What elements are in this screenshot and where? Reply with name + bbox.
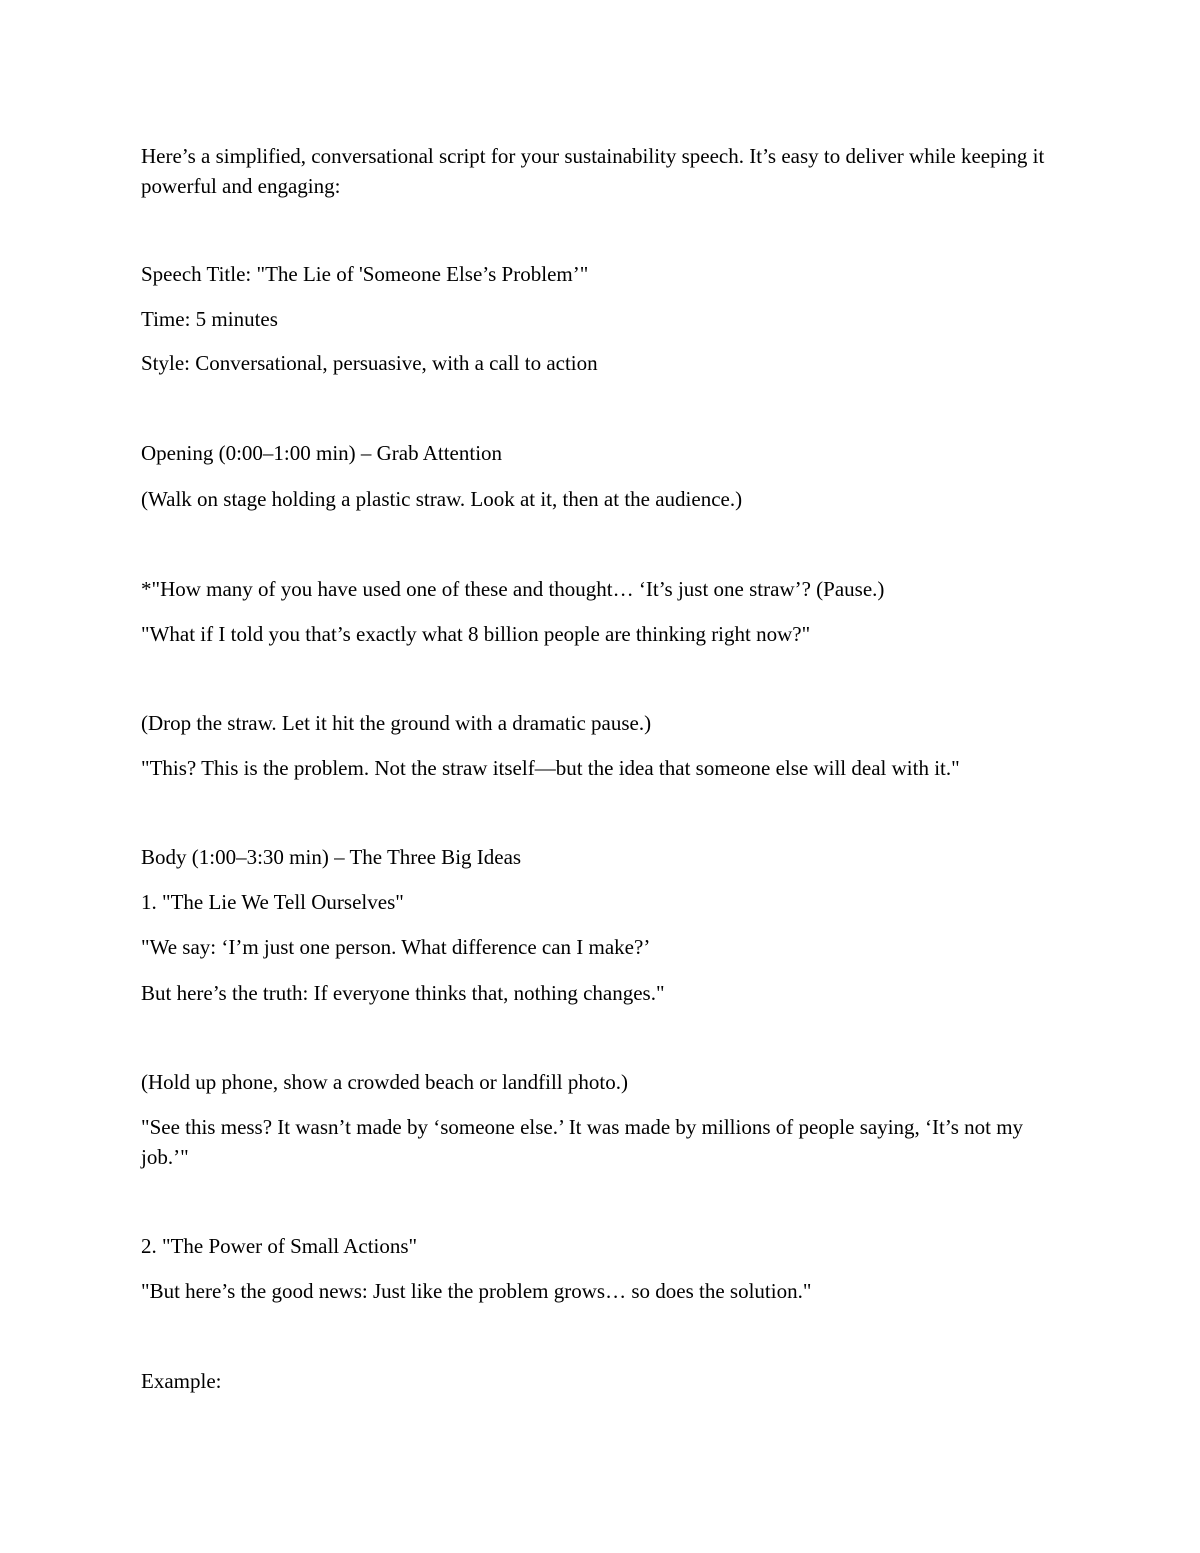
speech-title: Speech Title: "The Lie of 'Someone Else’s Problem’"	[141, 262, 589, 286]
speech-time: Time: 5 minutes	[141, 307, 278, 331]
example-label: Example:	[141, 1369, 222, 1393]
opening-heading: Opening (0:00–1:00 min) – Grab Attention	[141, 441, 503, 465]
opening-stage-direction: (Walk on stage holding a plastic straw. Look at it, then at the audience.)	[141, 487, 743, 511]
idea-1-title: 1. "The Lie We Tell Ourselves"	[141, 890, 404, 914]
phone-quote: "See this mess? It wasn’t made by ‘someone else.’ It was made by millions of people saying, ‘It’s not my job.’"	[141, 1115, 1024, 1169]
phone-stage-direction: (Hold up phone, show a crowded beach or landfill photo.)	[141, 1070, 628, 1094]
opening-quote-2: "What if I told you that’s exactly what 8 billion people are thinking right now?"	[141, 622, 811, 646]
idea-1-quote-2: But here’s the truth: If everyone thinks that, nothing changes."	[141, 981, 665, 1005]
drop-quote: "This? This is the problem. Not the straw itself—but the idea that someone else will deal with it."	[141, 756, 960, 780]
opening-quote-1: *"How many of you have used one of these and thought… ‘It’s just one straw’? (Pause.)	[141, 577, 885, 601]
intro-paragraph: Here’s a simplified, conversational script for your sustainability speech. It’s easy to deliver while keeping it powerful and engaging:	[141, 144, 1045, 198]
drop-stage-direction: (Drop the straw. Let it hit the ground with a dramatic pause.)	[141, 711, 652, 735]
speech-style: Style: Conversational, persuasive, with a call to action	[141, 351, 598, 375]
idea-2-quote: "But here’s the good news: Just like the problem grows… so does the solution."	[141, 1279, 812, 1303]
idea-2-title: 2. "The Power of Small Actions"	[141, 1234, 418, 1258]
body-heading: Body (1:00–3:30 min) – The Three Big Ideas	[141, 845, 522, 869]
idea-1-quote-1: "We say: ‘I’m just one person. What difference can I make?’	[141, 935, 651, 959]
